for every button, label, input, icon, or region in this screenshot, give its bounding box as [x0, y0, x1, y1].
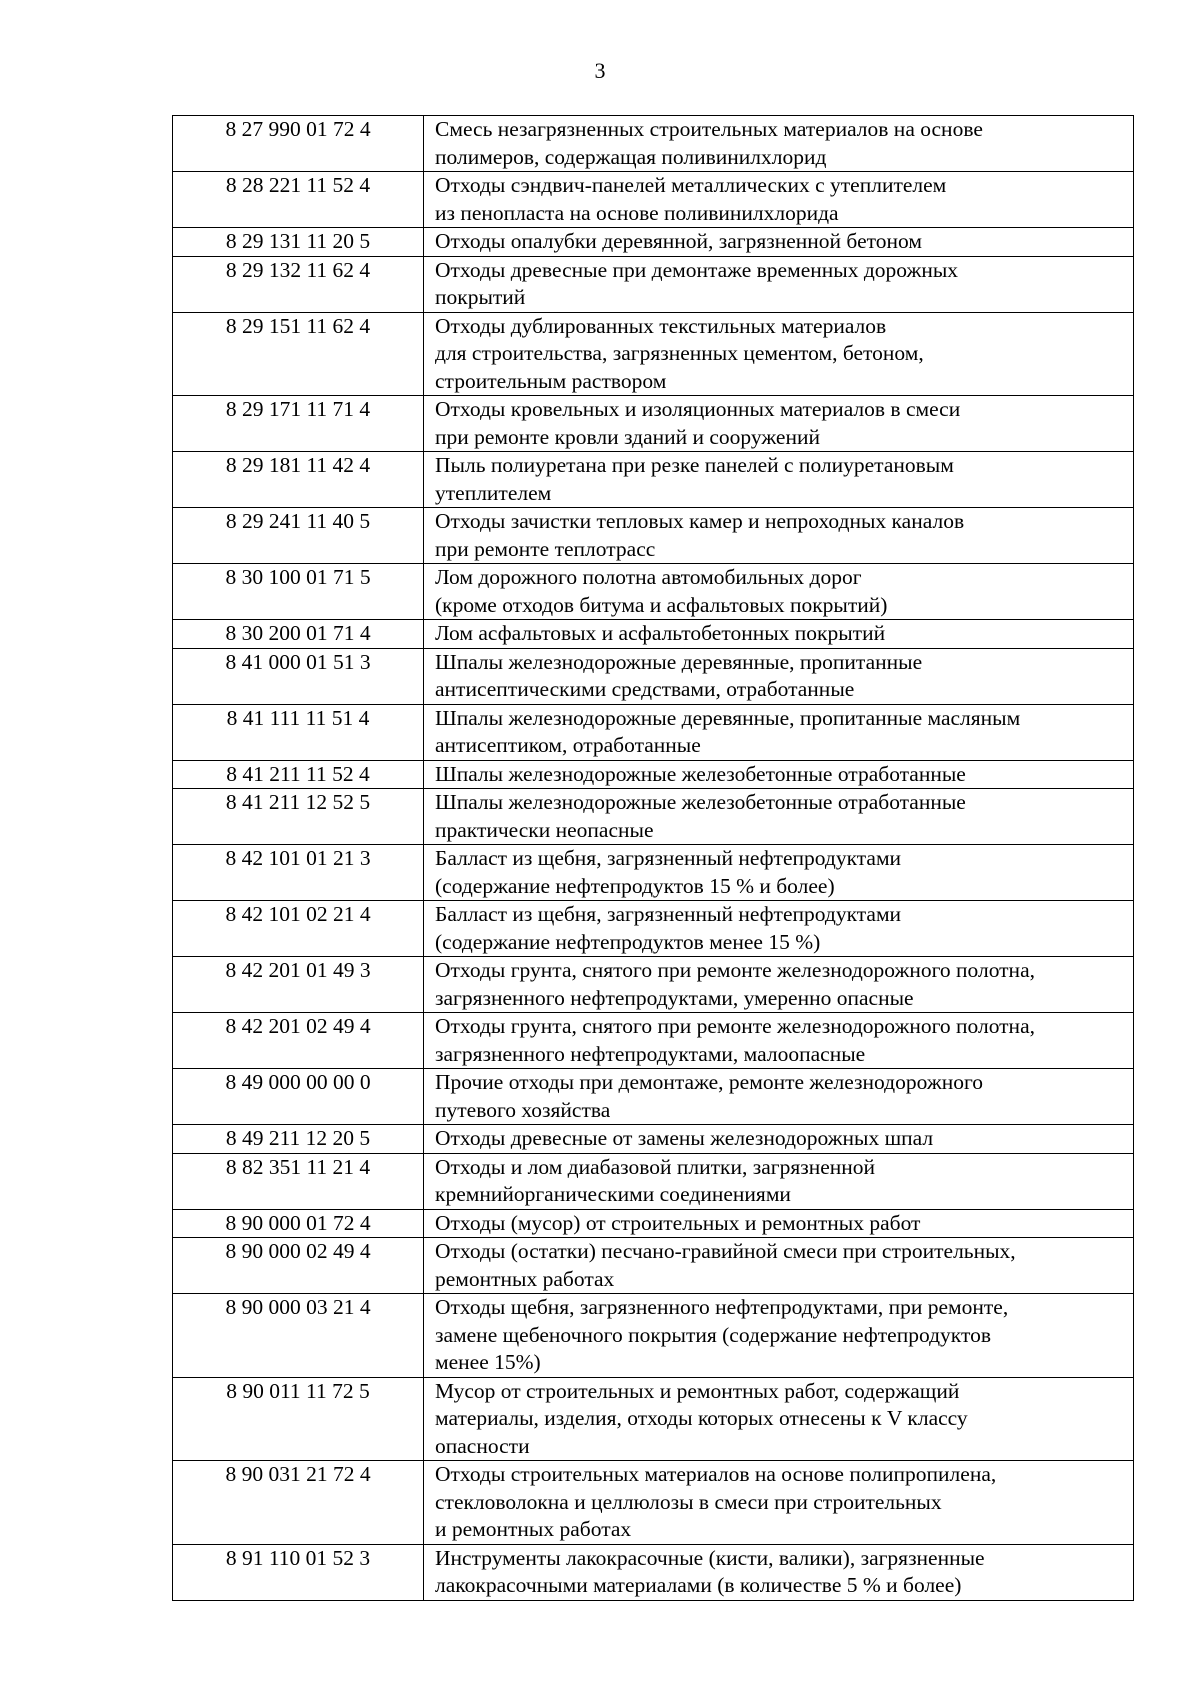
page-number: 3 — [594, 58, 606, 83]
description-line: утеплителем — [435, 480, 552, 505]
waste-code-cell: 8 91 110 01 52 3 — [173, 1544, 424, 1600]
description-line: материалы, изделия, отходы которых отнесены к V классу — [435, 1406, 968, 1430]
waste-code-cell: 8 90 031 21 72 4 — [173, 1461, 424, 1545]
waste-codes-table — [172, 115, 1134, 1601]
description-line: строительным раствором — [435, 368, 667, 393]
description-line: ремонтных работах — [435, 1266, 615, 1291]
description-line: Отходы и лом диабазовой плитки, загрязненной — [435, 1154, 876, 1179]
description-line: покрытий — [435, 285, 526, 309]
description-line: практически неопасные — [435, 817, 654, 842]
waste-code-cell: 8 41 111 11 51 4 — [173, 704, 424, 760]
description-line: Пыль полиуретана при резке панелей с полиуретановым — [435, 453, 954, 477]
waste-description-cell — [424, 312, 1134, 396]
waste-description-cell — [424, 116, 1134, 172]
description-line: Шпалы железнодорожные деревянные, пропитанные — [435, 649, 923, 674]
description-line: кремнийорганическими соединениями — [435, 1182, 791, 1206]
table-row — [173, 228, 1134, 257]
waste-code-cell: 8 42 101 01 21 3 — [173, 845, 424, 901]
waste-description-cell — [424, 396, 1134, 452]
waste-code-cell: 8 90 011 11 72 5 — [173, 1377, 424, 1461]
description-line: антисептиком, отработанные — [435, 733, 701, 757]
description-line: загрязненного нефтепродуктами, умеренно опасные — [435, 985, 914, 1010]
waste-code-cell: 8 29 151 11 62 4 — [173, 312, 424, 396]
description-line: Шпалы железнодорожные железобетонные отработанные — [435, 790, 966, 814]
waste-description-cell — [424, 228, 1134, 257]
table-row — [173, 1069, 1134, 1125]
description-line: и ремонтных работах — [435, 1517, 632, 1541]
table-row — [173, 1153, 1134, 1209]
table-row — [173, 256, 1134, 312]
description-line: Мусор от строительных и ремонтных работ, содержащий — [435, 1378, 960, 1403]
table-row — [173, 1377, 1134, 1461]
waste-code-cell: 8 29 171 11 71 4 — [173, 396, 424, 452]
waste-code-cell: 8 29 131 11 20 5 — [173, 228, 424, 257]
description-line: замене щебеночного покрытия (содержание нефтепродуктов — [435, 1322, 991, 1347]
waste-description-cell — [424, 1461, 1134, 1545]
waste-code-cell: 8 29 132 11 62 4 — [173, 256, 424, 312]
waste-code-cell: 8 27 990 01 72 4 — [173, 116, 424, 172]
description-line: (кроме отходов битума и асфальтовых покрытий) — [435, 592, 888, 617]
waste-code-cell: 8 41 211 11 52 4 — [173, 760, 424, 789]
table-row — [173, 1294, 1134, 1378]
waste-code-cell: 8 41 211 12 52 5 — [173, 789, 424, 845]
table-row — [173, 957, 1134, 1013]
waste-code-cell: 8 90 000 03 21 4 — [173, 1294, 424, 1378]
waste-description-cell — [424, 564, 1134, 620]
waste-code-cell: 8 42 101 02 21 4 — [173, 901, 424, 957]
table-row — [173, 704, 1134, 760]
description-line: антисептическими средствами, отработанные — [435, 677, 855, 701]
table-row — [173, 1544, 1134, 1600]
description-line: Шпалы железнодорожные железобетонные отработанные — [435, 761, 966, 786]
table-row — [173, 845, 1134, 901]
waste-description-cell — [424, 1294, 1134, 1378]
waste-description-cell — [424, 172, 1134, 228]
table-row — [173, 620, 1134, 649]
waste-description-cell — [424, 1238, 1134, 1294]
table-row — [173, 1013, 1134, 1069]
description-line: Отходы древесные при демонтаже временных дорожных — [435, 257, 959, 282]
description-line: Отходы опалубки деревянной, загрязненной бетоном — [435, 229, 922, 253]
waste-code-cell: 8 49 211 12 20 5 — [173, 1125, 424, 1154]
description-line: Отходы дублированных текстильных материалов — [435, 313, 887, 338]
waste-description-cell — [424, 1013, 1134, 1069]
table-row — [173, 1238, 1134, 1294]
table-row — [173, 901, 1134, 957]
waste-description-cell — [424, 1069, 1134, 1125]
description-line: загрязненного нефтепродуктами, малоопасные — [435, 1041, 866, 1066]
description-line: (содержание нефтепродуктов менее 15 %) — [435, 929, 821, 954]
table-row — [173, 1461, 1134, 1545]
waste-description-cell — [424, 1153, 1134, 1209]
waste-description-cell — [424, 648, 1134, 704]
waste-code-cell: 8 42 201 01 49 3 — [173, 957, 424, 1013]
waste-code-cell: 8 30 200 01 71 4 — [173, 620, 424, 649]
table-row — [173, 116, 1134, 172]
description-line: Отходы строительных материалов на основе полипропилена, — [435, 1462, 997, 1486]
waste-description-cell — [424, 508, 1134, 564]
description-line: для строительства, загрязненных цементом, бетоном, — [435, 341, 924, 365]
description-line: лакокрасочными материалами (в количестве 5 % и более) — [435, 1573, 962, 1597]
waste-code-cell: 8 42 201 02 49 4 — [173, 1013, 424, 1069]
description-line: полимеров, содержащая поливинилхлорид — [435, 144, 827, 169]
waste-description-cell — [424, 845, 1134, 901]
table-row — [173, 508, 1134, 564]
table-row — [173, 760, 1134, 789]
description-line: Отходы грунта, снятого при ремонте железнодорожного полотна, — [435, 958, 1035, 982]
description-line: опасности — [435, 1433, 530, 1458]
description-line: Прочие отходы при демонтаже, ремонте железнодорожного — [435, 1070, 983, 1094]
description-line: Отходы зачистки тепловых камер и непроходных каналов — [435, 509, 965, 533]
waste-description-cell — [424, 704, 1134, 760]
table-row — [173, 172, 1134, 228]
table-row — [173, 789, 1134, 845]
waste-description-cell — [424, 901, 1134, 957]
description-line: Инструменты лакокрасочные (кисти, валики), загрязненные — [435, 1545, 985, 1570]
description-line: Отходы кровельных и изоляционных материалов в смеси — [435, 397, 961, 421]
waste-description-cell — [424, 957, 1134, 1013]
description-line: Отходы (мусор) от строительных и ремонтных работ — [435, 1210, 921, 1235]
waste-code-cell: 8 90 000 01 72 4 — [173, 1209, 424, 1238]
waste-code-cell: 8 28 221 11 52 4 — [173, 172, 424, 228]
waste-description-cell — [424, 452, 1134, 508]
description-line: Отходы (остатки) песчано-гравийной смеси при строительных, — [435, 1239, 1016, 1263]
waste-code-cell: 8 29 181 11 42 4 — [173, 452, 424, 508]
table-row — [173, 312, 1134, 396]
waste-description-cell — [424, 256, 1134, 312]
description-line: стекловолокна и целлюлозы в смеси при строительных — [435, 1489, 942, 1514]
waste-code-cell: 8 29 241 11 40 5 — [173, 508, 424, 564]
table-row — [173, 452, 1134, 508]
table-row — [173, 1209, 1134, 1238]
description-line: Смесь незагрязненных строительных материалов на основе — [435, 117, 983, 141]
waste-description-cell — [424, 620, 1134, 649]
waste-code-cell: 8 49 000 00 00 0 — [173, 1069, 424, 1125]
description-line: менее 15%) — [435, 1350, 541, 1374]
waste-description-cell — [424, 1377, 1134, 1461]
waste-description-cell — [424, 1209, 1134, 1238]
description-line: путевого хозяйства — [435, 1097, 611, 1122]
description-line: Балласт из щебня, загрязненный нефтепродуктами — [435, 902, 902, 926]
description-line: Отходы грунта, снятого при ремонте железнодорожного полотна, — [435, 1014, 1035, 1038]
table-row — [173, 396, 1134, 452]
table-row — [173, 564, 1134, 620]
waste-description-cell — [424, 789, 1134, 845]
table-row — [173, 648, 1134, 704]
waste-description-cell — [424, 760, 1134, 789]
description-line: при ремонте теплотрасс — [435, 536, 656, 561]
table-body — [173, 116, 1134, 1601]
description-line: Отходы сэндвич-панелей металлических с утеплителем — [435, 173, 947, 197]
description-line: Балласт из щебня, загрязненный нефтепродуктами — [435, 846, 902, 870]
description-line: Лом асфальтовых и асфальтобетонных покрытий — [435, 621, 886, 645]
description-line: Лом дорожного полотна автомобильных дорог — [435, 565, 862, 589]
waste-description-cell — [424, 1125, 1134, 1154]
description-line: из пенопласта на основе поливинилхлорида — [435, 200, 839, 225]
description-line: при ремонте кровли зданий и сооружений — [435, 424, 820, 449]
table-row — [173, 1125, 1134, 1154]
description-line: Шпалы железнодорожные деревянные, пропитанные масляным — [435, 705, 1021, 730]
waste-code-cell: 8 90 000 02 49 4 — [173, 1238, 424, 1294]
waste-code-cell: 8 30 100 01 71 5 — [173, 564, 424, 620]
waste-code-cell: 8 82 351 11 21 4 — [173, 1153, 424, 1209]
description-line: (содержание нефтепродуктов 15 % и более) — [435, 873, 835, 898]
description-line: Отходы древесные от замены железнодорожных шпал — [435, 1126, 934, 1150]
waste-description-cell — [424, 1544, 1134, 1600]
description-line: Отходы щебня, загрязненного нефтепродуктами, при ремонте, — [435, 1295, 1009, 1319]
waste-code-cell: 8 41 000 01 51 3 — [173, 648, 424, 704]
